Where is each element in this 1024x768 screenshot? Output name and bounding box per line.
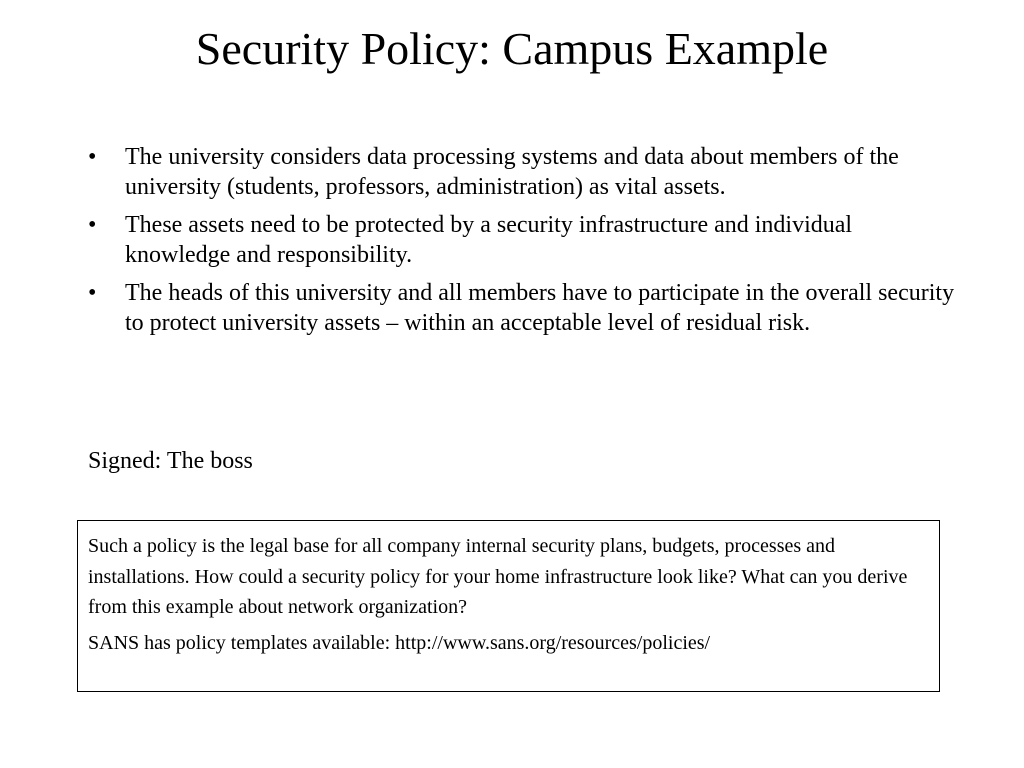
bullet-text: These assets need to be protected by a security infrastructure and individual knowledge and responsibility. [125,212,853,268]
signature-line: Signed: The boss [88,448,253,474]
bullet-item-protection [88,210,958,270]
bullet-text: The university considers data processing systems and data about members of the university (students, professors, administration) as vital assets. [125,144,899,200]
slide-title: Security Policy: Campus Example [195,23,829,74]
bullet-item-vital-assets [88,142,958,202]
bullet-text: The heads of this university and all members have to participate in the overall security to protect university assets – within an acceptable level of residual risk. [125,280,955,336]
bullet-item-participation [88,278,958,338]
bullet-icon: • [88,144,97,170]
note-paragraph-sans-templates: SANS has policy templates available: http://www.sans.org/resources/policies/ [88,631,711,654]
note-box [77,520,940,692]
bullet-icon: • [88,280,97,306]
bullet-list [88,142,958,346]
bullet-icon: • [88,212,97,238]
note-paragraph-policy: Such a policy is the legal base for all company internal security plans, budgets, processes and installations. How could a security policy for your home infrastructure look like? What can you derive from this example about network organization? [88,535,908,618]
